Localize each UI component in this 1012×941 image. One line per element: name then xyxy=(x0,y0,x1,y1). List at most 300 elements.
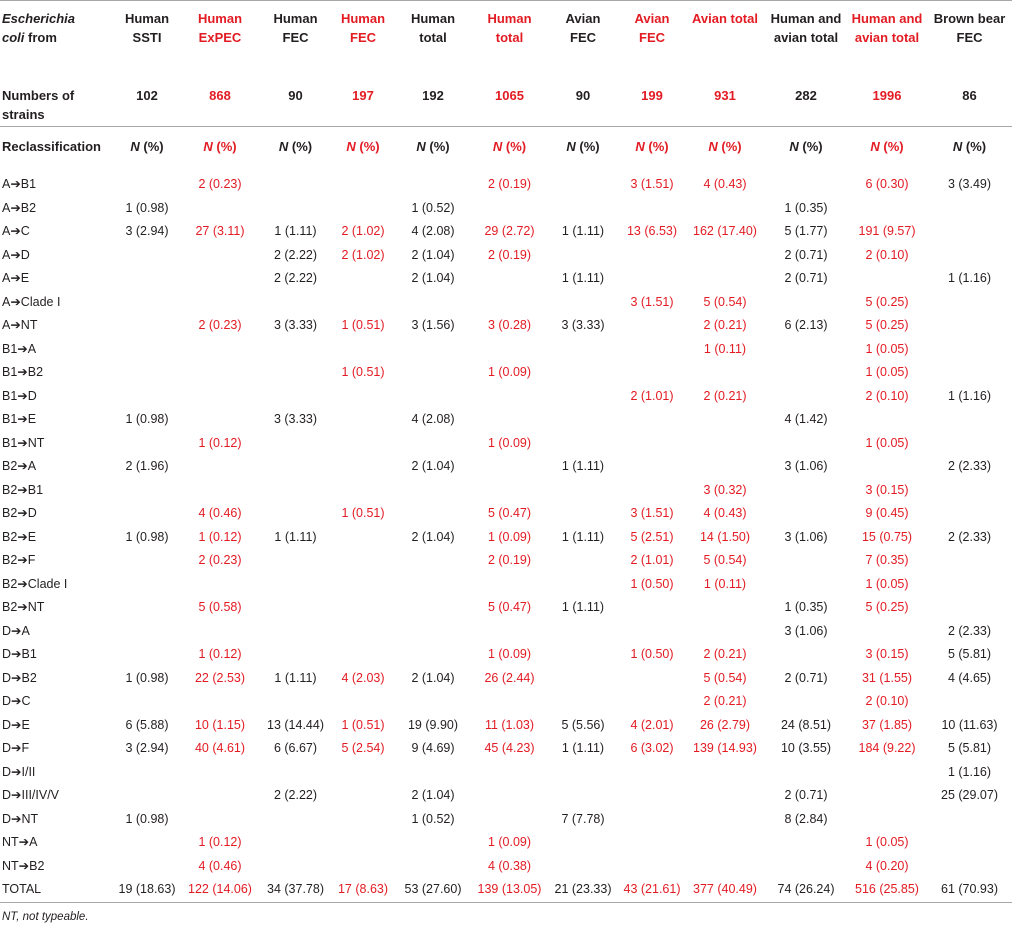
table-cell xyxy=(927,244,1012,268)
table-cell: 40 (4.61) xyxy=(194,741,246,755)
table-cell: 5 (5.81) xyxy=(947,647,992,661)
table-cell xyxy=(927,314,1012,338)
table-cell xyxy=(472,338,547,362)
table-row xyxy=(0,690,1012,714)
table-cell: 3 (0.32) xyxy=(703,482,747,497)
table-cell: 45 (4.23) xyxy=(484,741,535,755)
column-header: Brown bear FEC xyxy=(927,1,1012,86)
table-row xyxy=(0,479,1012,503)
table-cell: 5 (0.47) xyxy=(487,506,532,520)
table-cell xyxy=(394,573,472,597)
row-label: B2➔NT xyxy=(2,600,45,614)
table-cell: 162 (17.40) xyxy=(693,224,757,238)
table-cell xyxy=(927,831,1012,855)
n-pct-header: N (%) xyxy=(130,139,164,154)
table-cell: 1 (0.05) xyxy=(865,365,909,379)
table-cell xyxy=(472,808,547,832)
table-cell xyxy=(847,808,927,832)
table-cell: 19 (18.63) xyxy=(118,882,176,896)
table-cell: 2 (0.21) xyxy=(703,694,747,708)
table-cell: 29 (2.72) xyxy=(484,224,535,238)
table-cell xyxy=(685,197,765,221)
table-cell: 4 (0.38) xyxy=(487,858,532,873)
row-label: B2➔A xyxy=(2,459,37,473)
table-cell: 5 (0.54) xyxy=(703,294,747,309)
table-cell: 2 (2.22) xyxy=(273,788,318,802)
table-cell xyxy=(619,808,685,832)
table-cell: 1 (1.16) xyxy=(947,388,992,403)
row-label: NT➔A xyxy=(2,835,38,849)
origin-label: Escherichia coli from xyxy=(0,1,113,86)
table-cell: 4 (2.08) xyxy=(411,224,455,238)
table-cell xyxy=(472,620,547,644)
table-cell: 139 (14.93) xyxy=(693,741,757,755)
table-cell xyxy=(927,549,1012,573)
table-cell xyxy=(472,784,547,808)
strain-count: 199 xyxy=(641,88,663,103)
table-cell xyxy=(619,667,685,691)
row-label: B1➔E xyxy=(2,412,37,426)
table-cell xyxy=(394,855,472,879)
table-cell: 184 (9.22) xyxy=(858,741,916,755)
row-label: B1➔D xyxy=(2,388,37,403)
table-cell xyxy=(619,831,685,855)
table-cell: 2 (1.01) xyxy=(630,553,674,567)
table-cell xyxy=(113,267,181,291)
table-cell xyxy=(113,479,181,503)
row-label: A➔C xyxy=(2,224,30,238)
table-cell xyxy=(332,479,394,503)
strain-count: 90 xyxy=(288,88,303,103)
table-cell: 4 (0.46) xyxy=(198,858,242,873)
table-cell: 3 (1.06) xyxy=(784,529,828,544)
table-cell: 1 (0.98) xyxy=(125,412,169,426)
table-cell: 6 (5.88) xyxy=(125,717,169,732)
table-cell xyxy=(472,573,547,597)
table-cell: 24 (8.51) xyxy=(780,717,832,732)
table-cell: 377 (40.49) xyxy=(693,882,757,896)
table-row xyxy=(0,737,1012,761)
table-cell xyxy=(619,432,685,456)
column-header: Human total xyxy=(472,1,547,86)
table-cell xyxy=(332,831,394,855)
table-cell xyxy=(332,291,394,315)
table-cell: 1 (0.12) xyxy=(198,529,242,544)
table-cell: 191 (9.57) xyxy=(858,224,916,238)
table-cell: 5 (0.25) xyxy=(865,600,909,614)
table-cell: 1 (1.11) xyxy=(561,459,605,473)
table-row xyxy=(0,338,1012,362)
table-cell: 11 (1.03) xyxy=(484,717,535,732)
table-cell xyxy=(765,361,847,385)
table-cell xyxy=(547,784,619,808)
table-cell xyxy=(547,244,619,268)
table-row xyxy=(0,761,1012,785)
table-cell: 1 (0.51) xyxy=(341,717,385,732)
table-cell: 5 (0.54) xyxy=(703,553,747,567)
table-cell xyxy=(765,855,847,879)
table-cell xyxy=(847,761,927,785)
table-row xyxy=(0,643,1012,667)
table-cell xyxy=(685,855,765,879)
row-label: B2➔B1 xyxy=(2,482,44,497)
strain-count: 931 xyxy=(714,88,736,103)
table-cell: 2 (2.22) xyxy=(273,271,318,285)
table-cell: 1 (0.98) xyxy=(125,811,169,826)
table-cell: 3 (1.06) xyxy=(784,459,828,473)
table-cell xyxy=(181,620,259,644)
n-pct-header: N (%) xyxy=(635,139,669,154)
table-cell: 74 (26.24) xyxy=(777,882,835,896)
table-cell: 22 (2.53) xyxy=(194,670,246,685)
table-cell xyxy=(113,432,181,456)
table-cell: 1 (1.16) xyxy=(947,764,992,779)
strain-count: 192 xyxy=(422,88,444,103)
table-cell xyxy=(181,197,259,221)
table-cell: 2 (0.71) xyxy=(784,271,828,285)
table-cell xyxy=(259,808,332,832)
table-cell xyxy=(332,761,394,785)
table-cell: 7 (7.78) xyxy=(561,811,605,826)
table-cell xyxy=(765,643,847,667)
column-header: Human and avian total xyxy=(765,1,847,86)
table-row xyxy=(0,314,1012,338)
table-row xyxy=(0,620,1012,644)
table-cell: 1 (0.98) xyxy=(125,529,169,544)
table-cell xyxy=(472,267,547,291)
table-cell xyxy=(113,855,181,879)
table-cell xyxy=(181,338,259,362)
table-cell xyxy=(332,784,394,808)
row-label: D➔E xyxy=(2,717,30,732)
table-cell xyxy=(472,197,547,221)
table-cell: 10 (11.63) xyxy=(941,717,998,732)
table-cell xyxy=(113,385,181,409)
table-cell xyxy=(332,643,394,667)
n-pct-header: N (%) xyxy=(708,139,742,154)
table-cell xyxy=(332,455,394,479)
table-cell: 2 (1.04) xyxy=(411,670,455,685)
row-label: B1➔A xyxy=(2,341,37,356)
table-cell xyxy=(332,385,394,409)
n-pct-header: N (%) xyxy=(416,139,450,154)
table-cell xyxy=(619,455,685,479)
table-cell xyxy=(927,408,1012,432)
table-cell: 1 (1.11) xyxy=(274,529,317,544)
table-cell: 1 (0.51) xyxy=(341,506,385,520)
table-cell: 2 (0.21) xyxy=(703,388,747,403)
table-cell: 21 (23.33) xyxy=(554,882,612,896)
row-label: A➔E xyxy=(2,271,30,285)
table-cell xyxy=(394,173,472,197)
table-cell: 2 (2.33) xyxy=(947,623,992,638)
table-cell xyxy=(547,573,619,597)
table-cell xyxy=(181,784,259,808)
table-cell: 2 (0.19) xyxy=(487,553,532,567)
table-cell xyxy=(619,338,685,362)
table-cell xyxy=(472,455,547,479)
table-row xyxy=(0,291,1012,315)
table-cell xyxy=(927,479,1012,503)
row-label: NT➔B2 xyxy=(2,858,45,873)
strain-count: 86 xyxy=(962,88,977,103)
strain-count: 1996 xyxy=(872,88,902,103)
table-cell xyxy=(685,784,765,808)
table-row xyxy=(0,667,1012,691)
table-cell xyxy=(113,761,181,785)
table-cell xyxy=(181,479,259,503)
table-cell xyxy=(927,596,1012,620)
table-cell xyxy=(332,855,394,879)
table-cell xyxy=(619,761,685,785)
table-cell: 5 (0.54) xyxy=(703,670,747,685)
table-cell: 9 (0.45) xyxy=(865,506,909,520)
table-cell xyxy=(547,761,619,785)
n-pct-header: N (%) xyxy=(566,139,600,154)
table-cell xyxy=(259,761,332,785)
table-cell: 1 (1.11) xyxy=(274,224,317,238)
table-cell xyxy=(927,502,1012,526)
table-cell: 9 (4.69) xyxy=(411,741,455,755)
table-cell xyxy=(394,479,472,503)
table-row xyxy=(0,361,1012,385)
table-cell xyxy=(619,690,685,714)
table-cell: 2 (0.71) xyxy=(784,670,828,685)
table-cell: 31 (1.55) xyxy=(861,670,913,685)
table-body xyxy=(0,173,1012,902)
table-cell xyxy=(547,620,619,644)
table-row xyxy=(0,197,1012,221)
table-cell: 1 (0.11) xyxy=(703,341,747,356)
table-row xyxy=(0,831,1012,855)
table-cell: 1 (1.11) xyxy=(561,224,605,238)
table-cell: 15 (0.75) xyxy=(861,529,913,544)
table-cell: 1 (1.11) xyxy=(561,741,605,755)
table-cell: 5 (0.47) xyxy=(487,600,532,614)
table-cell: 2 (1.01) xyxy=(630,388,674,403)
row-label: D➔NT xyxy=(2,811,39,826)
row-label: B1➔B2 xyxy=(2,365,44,379)
table-cell: 25 (29.07) xyxy=(941,788,998,802)
strain-count: 282 xyxy=(795,88,817,103)
table-cell xyxy=(394,291,472,315)
table-cell xyxy=(472,408,547,432)
table-cell xyxy=(181,573,259,597)
table-cell: 4 (4.65) xyxy=(947,670,992,685)
table-cell: 1 (0.98) xyxy=(125,200,169,215)
table-cell xyxy=(332,620,394,644)
table-cell xyxy=(619,197,685,221)
table-cell xyxy=(765,291,847,315)
table-cell xyxy=(259,549,332,573)
table-cell xyxy=(619,267,685,291)
table-cell: 6 (2.13) xyxy=(784,318,828,332)
table-cell xyxy=(259,361,332,385)
table-cell: 3 (0.28) xyxy=(487,318,532,332)
n-pct-header: N (%) xyxy=(870,139,904,154)
table-cell xyxy=(685,620,765,644)
n-pct-header: N (%) xyxy=(278,139,313,154)
table-cell xyxy=(113,314,181,338)
table-cell: 2 (1.04) xyxy=(411,459,455,473)
table-row xyxy=(0,385,1012,409)
table-cell: 8 (2.84) xyxy=(784,811,828,826)
table-cell xyxy=(394,549,472,573)
column-header: Human SSTI xyxy=(113,1,181,86)
table-cell xyxy=(685,455,765,479)
table-cell xyxy=(332,432,394,456)
table-cell: 4 (1.42) xyxy=(784,412,828,426)
table-cell xyxy=(472,479,547,503)
table-cell xyxy=(332,408,394,432)
table-cell: 2 (0.10) xyxy=(865,694,909,708)
table-cell xyxy=(619,314,685,338)
table-cell: 1 (0.52) xyxy=(411,811,455,826)
table-cell: 2 (1.96) xyxy=(125,459,169,473)
table-cell xyxy=(113,596,181,620)
table-cell: 3 (3.33) xyxy=(561,318,605,332)
table-cell xyxy=(927,808,1012,832)
table-row xyxy=(0,878,1012,902)
row-label: D➔B1 xyxy=(2,647,37,661)
table-cell xyxy=(259,855,332,879)
table-cell xyxy=(547,432,619,456)
table-cell: 1 (0.51) xyxy=(341,365,385,379)
table-cell xyxy=(847,197,927,221)
table-cell xyxy=(547,291,619,315)
row-label: A➔Clade I xyxy=(2,294,61,309)
table-row xyxy=(0,244,1012,268)
table-cell xyxy=(113,291,181,315)
table-cell xyxy=(259,432,332,456)
table-cell xyxy=(259,385,332,409)
table-cell: 1 (1.11) xyxy=(561,529,605,544)
table-cell: 2 (1.04) xyxy=(411,271,455,285)
table-cell: 2 (0.23) xyxy=(198,553,242,567)
table-cell: 4 (2.03) xyxy=(341,670,385,685)
table-cell: 27 (3.11) xyxy=(195,224,245,238)
table-cell xyxy=(927,197,1012,221)
table-cell xyxy=(332,690,394,714)
table-cell xyxy=(765,432,847,456)
row-label: A➔NT xyxy=(2,318,38,332)
table-cell: 5 (2.51) xyxy=(630,529,674,544)
table-cell: 5 (2.54) xyxy=(341,741,385,755)
table-cell xyxy=(394,761,472,785)
table-cell: 3 (3.33) xyxy=(273,318,318,332)
table-cell xyxy=(547,690,619,714)
table-cell: 4 (2.01) xyxy=(630,717,674,732)
table-cell: 2 (2.22) xyxy=(273,247,318,262)
table-cell xyxy=(259,690,332,714)
row-label: D➔C xyxy=(2,694,31,708)
strain-count: 197 xyxy=(352,88,374,103)
table-cell: 2 (0.19) xyxy=(487,177,532,191)
table-cell: 3 (3.33) xyxy=(273,412,318,426)
row-label: D➔I/II xyxy=(2,764,36,779)
table-cell: 1 (0.35) xyxy=(784,200,828,215)
row-label: A➔B1 xyxy=(2,177,37,191)
row-label: A➔D xyxy=(2,247,30,262)
column-header: Avian FEC xyxy=(547,1,619,86)
table-cell xyxy=(547,855,619,879)
table-row xyxy=(0,573,1012,597)
table-cell xyxy=(394,596,472,620)
table-cell: 139 (13.05) xyxy=(477,882,542,896)
table-cell xyxy=(765,831,847,855)
table-cell xyxy=(394,831,472,855)
table-cell xyxy=(332,197,394,221)
table-cell xyxy=(472,690,547,714)
table-cell xyxy=(113,244,181,268)
table-cell: 5 (0.25) xyxy=(865,294,909,309)
table-cell xyxy=(181,808,259,832)
table-cell: 516 (25.85) xyxy=(855,882,919,896)
table-cell: 14 (1.50) xyxy=(699,529,751,544)
table-cell: 5 (5.56) xyxy=(561,717,605,732)
table-cell xyxy=(113,502,181,526)
table-cell xyxy=(685,244,765,268)
table-cell xyxy=(765,385,847,409)
table-cell xyxy=(259,338,332,362)
table-cell: 4 (0.43) xyxy=(703,177,747,191)
table-cell xyxy=(394,338,472,362)
table-cell: 1 (0.12) xyxy=(198,435,242,450)
table-cell: 53 (27.60) xyxy=(404,882,462,896)
table-cell xyxy=(113,338,181,362)
table-cell: 13 (14.44) xyxy=(267,717,324,732)
table-cell: 3 (1.56) xyxy=(411,318,455,332)
table-cell: 26 (2.79) xyxy=(699,717,751,732)
table-cell xyxy=(547,385,619,409)
row-label: D➔F xyxy=(2,741,30,755)
table-cell: 1 (0.09) xyxy=(487,435,532,450)
row-label: A➔B2 xyxy=(2,200,37,215)
table-cell xyxy=(259,573,332,597)
column-header: Human FEC xyxy=(259,1,332,86)
table-row xyxy=(0,408,1012,432)
strain-count: 102 xyxy=(136,88,158,103)
table-cell: 2 (0.10) xyxy=(865,247,909,262)
table-cell xyxy=(927,338,1012,362)
table-cell xyxy=(685,408,765,432)
table-cell xyxy=(619,596,685,620)
table-cell: 2 (1.04) xyxy=(411,247,455,262)
table-cell xyxy=(765,573,847,597)
table-cell xyxy=(394,643,472,667)
column-header: Avian total xyxy=(685,1,765,86)
table-cell: 3 (2.94) xyxy=(125,741,169,755)
table-row xyxy=(0,808,1012,832)
table-cell xyxy=(394,502,472,526)
table-cell: 5 (1.77) xyxy=(784,224,828,238)
table-cell xyxy=(332,573,394,597)
table-row xyxy=(0,784,1012,808)
column-header: Human total xyxy=(394,1,472,86)
table-cell xyxy=(259,831,332,855)
table-cell xyxy=(547,338,619,362)
table-cell: 3 (1.51) xyxy=(630,294,674,309)
table-cell: 13 (6.53) xyxy=(626,224,678,238)
table-cell xyxy=(547,173,619,197)
table-cell: 2 (0.23) xyxy=(198,318,242,332)
table-cell: 6 (3.02) xyxy=(630,741,674,755)
column-header-row xyxy=(0,1,1012,86)
table-cell xyxy=(259,455,332,479)
n-pct-header: N (%) xyxy=(203,139,237,154)
table-cell xyxy=(259,502,332,526)
table-cell xyxy=(332,173,394,197)
